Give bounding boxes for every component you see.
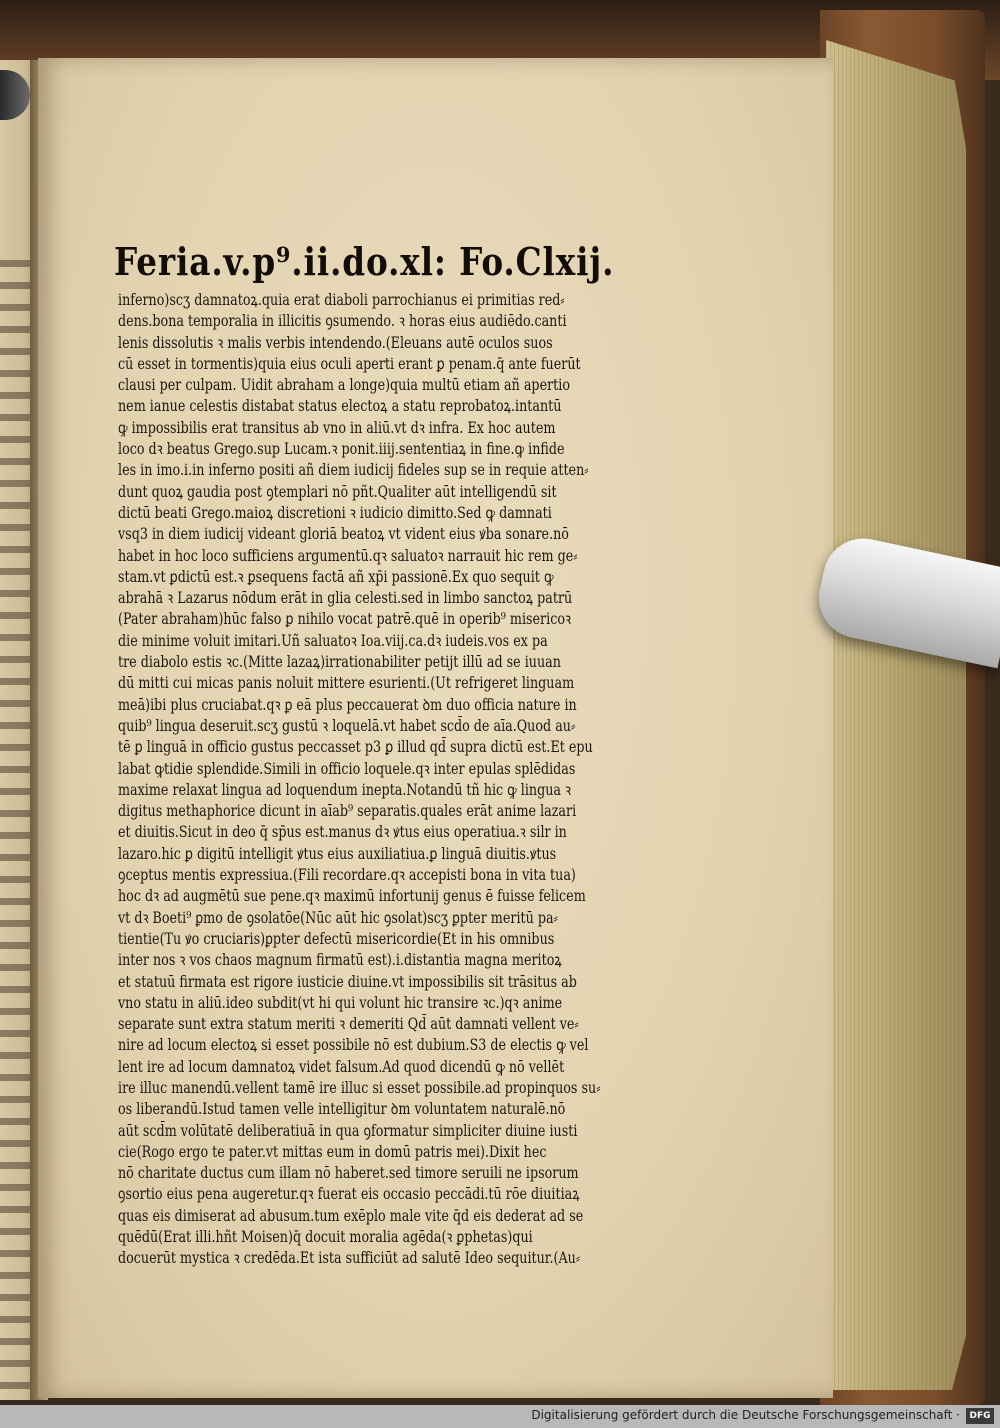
text-line: loco dꝛ beatus Grego.sup Lucam.ꝛ ponit.iiij.sententiaꝝ in fine.ꝙ infide (118, 440, 565, 459)
text-line: die minime voluit imitari.Uñ saluatoꝛ Ioa.viij.ca.dꝛ iudeis.vos ex pa (118, 631, 548, 650)
text-line: lazaro.hic ꝑ digitū intelligit ꝟtus eius auxiliatiua.ꝑ linguā diuitis.ꝟtus (118, 844, 557, 863)
text-line: cie(Rogo ergo te pater.vt mittas eum in domū patris mei).Dixit hec (118, 1142, 547, 1161)
text-line: quib⁹ lingua deseruit.scʒ gustū ꝛ loquelā.vt habet scd̄o de aīa.Quod au⸗ (118, 716, 576, 735)
text-line: separate sunt extra statum meriti ꝛ demeriti Qd̄ aūt damnati vellent ve⸗ (118, 1015, 579, 1034)
text-line: lenis dissolutis ꝛ malis verbis intendendo.(Eleuans autē oculos suos (118, 333, 553, 352)
running-head: Feria.v.p⁹.ii.do.xl: Fo.Clxij. (114, 239, 615, 284)
text-line: clausi per culpam. Uidit abraham a longe)quia multū etiam añ apertio (118, 376, 570, 395)
text-line: aūt scd̄m volūtatē deliberatiuā in qua ꝯformatur simpliciter diuine iusti (118, 1121, 578, 1140)
text-line: les in imo.i.in inferno positi añ diem iudicij fideles sup se in requie atten⸗ (118, 461, 589, 480)
text-line: lent ire ad locum damnatoꝝ videt falsum.Ad quod dicendū ꝙ nō vellēt (118, 1057, 565, 1076)
text-line: vsq3 in diem iudicij videant gloriā beatoꝝ vt vident eius ꝟba sonare.nō (118, 525, 569, 544)
text-line: quas eis dimiserat ad abusum.tum exēplo male vite q̄d eis dederat ad se (118, 1206, 584, 1225)
text-line: abrahā ꝛ Lazarus nōdum erāt in glia celesti.sed in limbo sanctoꝝ patrū (118, 589, 573, 608)
text-line: habet in hoc loco sufficiens argumentū.qꝛ saluatoꝛ narrauit hic rem ge⸗ (118, 546, 578, 565)
text-line: quēdū(Erat illi.hñt Moisen)q̄ docuit moralia agēda(ꝛ ꝑphetas)qui (118, 1228, 533, 1247)
text-line: inter nos ꝛ vos chaos magnum firmatū est).i.distantia magna meritoꝝ (118, 951, 562, 970)
text-line: labat ꝙtidie splendide.Simili in officio loquele.qꝛ inter epulas splēdidas (118, 759, 576, 778)
text-lines (118, 290, 688, 1270)
text-line: vt dꝛ Boeti⁹ ꝑmo de ꝯsolatōe(Nūc aūt hic ꝯsolat)scʒ ꝑpter meritū pa⸗ (118, 908, 558, 927)
text-line: ꝯceptus mentis expressiua.(Fili recordare.qꝛ accepisti bona in vita tua) (118, 866, 576, 885)
text-line: hoc dꝛ ad augmētū sue pene.qꝛ maximū infortunij genus ē fuisse felicem (118, 887, 586, 906)
text-line: os liberandū.Istud tamen velle intelligitur ꝺm voluntatem naturalē.nō (118, 1100, 566, 1119)
text-line: ire illuc manendū.vellent tamē ire illuc si esset possibile.ad propinquos su⸗ (118, 1078, 601, 1097)
text-line: tientie(Tu ꝟo cruciaris)ꝑpter defectū misericordie(Et in his omnibus (118, 929, 555, 948)
text-line: tre diabolo estis ꝛc.(Mitte lazaꝝ)irrationabiliter petijt illū ad se iuuan (118, 653, 561, 672)
text-line: tē ꝑ linguā in officio gustus peccasset p3 ꝑ illud qd̄ supra dictū est.Et epu (118, 738, 593, 757)
text-line: et diuitis.Sicut in deo q̄ sp̄us est.manus dꝛ ꝟtus eius operatiua.ꝛ silr in (118, 823, 567, 842)
text-line: nō charitate ductus cum illam nō haberet.sed timore seruili ne ipsorum (118, 1164, 579, 1183)
text-line: dunt quoꝝ gaudia post ꝯtemplari nō pñt.Qualiter aūt intelligendū sit (118, 482, 557, 501)
text-line: digitus methaphorice dicunt in aīab⁹ separatis.quales erāt anime lazari (118, 802, 577, 821)
text-line: cū esset in tormentis)quia eius oculi aperti erant ꝑ penam.q̄ ante fuerūt (118, 354, 581, 373)
text-line: (Pater abraham)hūc falso ꝑ nihilo vocat patrē.quē in operib⁹ misericoꝛ (118, 610, 571, 629)
page-edges (826, 40, 966, 1390)
footer-credit: Digitalisierung gefördert durch die Deutsche Forschungsgemeinschaft · (531, 1408, 960, 1422)
footer-bar (0, 1405, 1000, 1428)
text-line: vno statu in aliū.ideo subdit(vt hi qui volunt hic transire ꝛc.)qꝛ anime (118, 993, 563, 1012)
text-line: dens.bona temporalia in illicitis ꝯsumendo. ꝛ horas eius audiēdo.canti (118, 312, 567, 331)
text-line: ꝙ impossibilis erat transitus ab vno in aliū.vt dꝛ infra. Ex hoc autem (118, 418, 556, 437)
left-page-text-fragment (0, 260, 34, 1410)
text-line: meā)ibi plus cruciabat.qꝛ ꝑ eā plus peccauerat ꝺm duo officia nature in (118, 695, 577, 714)
text-block (114, 238, 688, 1270)
text-line: stam.vt ꝑdictū est.ꝛ ꝑsequens factā añ xp̄i passionē.Ex quo sequit ꝙ (118, 567, 554, 586)
dfg-logo: DFG (966, 1408, 994, 1424)
text-line: ꝯsortio eius pena augeretur.qꝛ fuerat eis occasio peccādi.tū rōe diuitiaꝝ (118, 1185, 580, 1204)
text-line: et statuū firmata est rigore iusticie diuine.vt impossibilis sit trāsitus ab (118, 972, 577, 991)
right-page (38, 58, 833, 1398)
text-line: dictū beati Grego.maioꝝ discretioni ꝛ iudicio dimitto.Sed ꝙ damnati (118, 503, 552, 522)
text-line: maxime relaxat lingua ad loquendum inepta.Notandū tñ hic ꝙ lingua ꝛ (118, 780, 572, 799)
text-line: docuerūt mystica ꝛ credēda.Et ista sufficiūt ad salutē Ideo sequitur.(Au⸗ (118, 1249, 581, 1268)
text-line: inferno)scʒ damnatoꝝ.quia erat diaboli parrochianus ei primitias red⸗ (118, 291, 565, 309)
text-line: nire ad locum electoꝝ si esset possibile nō est dubium.S3 de electis ꝙ vel (118, 1036, 589, 1055)
text-line: dū mitti cui micas panis noluit mittere esurienti.(Ut refrigeret linguam (118, 674, 575, 693)
text-line: nem ianue celestis distabat status electoꝝ a statu reprobatoꝝ.intantū (118, 397, 562, 416)
